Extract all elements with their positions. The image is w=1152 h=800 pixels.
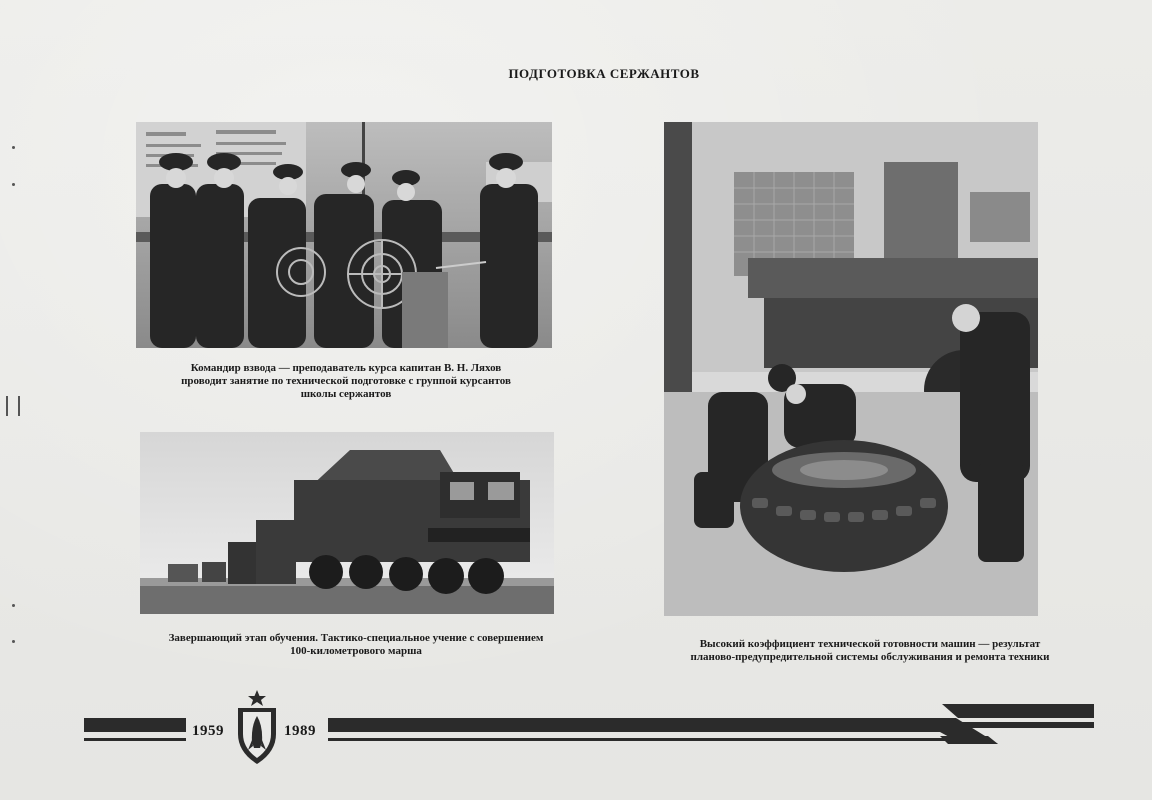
photo-truck-convoy	[140, 432, 554, 614]
footer-band-left	[84, 718, 186, 732]
caption-line: Командир взвода — преподаватель курса капитан В. Н. Ляхов	[190, 362, 502, 374]
photo-instructor-with-cadets	[136, 122, 552, 348]
caption-line: проводит занятие по технической подготовке с группой курсантов	[181, 375, 511, 387]
year-start: 1959	[192, 723, 224, 739]
margin-mark	[12, 604, 15, 607]
footer-band-center	[328, 718, 956, 732]
footer-band-center-thin	[328, 738, 956, 741]
star-shield-rocket-emblem-icon	[234, 690, 280, 766]
caption-line: Высокий коэффициент технической готовности машин — результат	[699, 638, 1041, 650]
page-title: ПОДГОТОВКА СЕРЖАНТОВ	[508, 66, 700, 81]
photo-tire-maintenance	[664, 122, 1038, 616]
footer-band-left-thin	[84, 738, 186, 741]
caption-line: школы сержантов	[300, 388, 392, 400]
caption-line: Завершающий этап обучения. Тактико-специальное учение с совершением	[168, 632, 544, 644]
year-end: 1989	[284, 723, 316, 739]
photo-maintenance-caption	[650, 638, 1090, 664]
caption-line: 100-километрового марша	[290, 645, 422, 657]
footer-ribbon-right	[940, 702, 1094, 748]
margin-mark	[12, 146, 15, 149]
photo-convoy-caption	[128, 632, 584, 658]
caption-line: планово-предупредительной системы обслуживания и ремонта техники	[690, 651, 1050, 663]
binding-mark	[6, 396, 20, 416]
margin-mark	[12, 183, 15, 186]
margin-mark	[12, 640, 15, 643]
photo-instructor-caption	[136, 362, 556, 401]
